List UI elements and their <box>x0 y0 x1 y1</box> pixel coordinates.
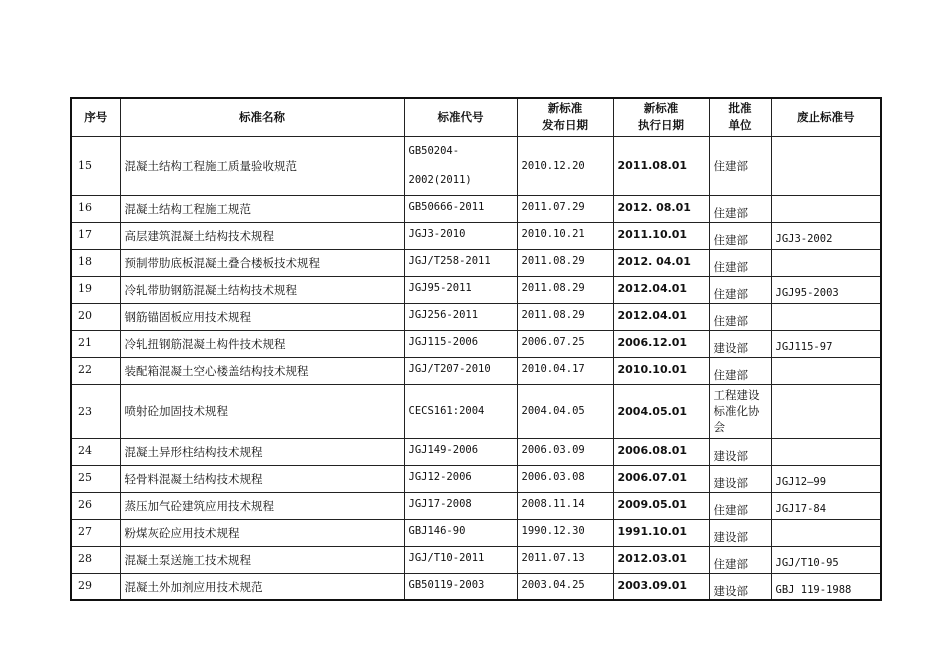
row-number: 29 <box>71 573 120 600</box>
standard-name: 混凝土结构工程施工规范 <box>120 195 404 222</box>
execute-date: 2010.10.01 <box>613 357 709 384</box>
execute-date: 2012. 04.01 <box>613 249 709 276</box>
row-number: 22 <box>71 357 120 384</box>
standard-code-line1: GB50119-2003 <box>408 578 485 591</box>
table-row <box>71 222 881 249</box>
table-body <box>71 136 881 600</box>
standard-code-line1: JGJ256-2011 <box>408 308 479 321</box>
row-number: 18 <box>71 249 120 276</box>
standard-code <box>404 492 517 519</box>
approval-unit: 住建部 <box>709 492 771 519</box>
row-number: 26 <box>71 492 120 519</box>
header-publish-line1: 新标准 <box>547 101 583 116</box>
obsolete-code <box>771 357 881 384</box>
header-execute-line1: 新标准 <box>643 101 679 116</box>
execute-date: 2006.08.01 <box>613 438 709 465</box>
publish-date: 2011.07.29 <box>517 195 613 222</box>
execute-date: 2012. 08.01 <box>613 195 709 222</box>
table-row <box>71 546 881 573</box>
obsolete-code <box>771 136 881 195</box>
approval-unit: 建设部 <box>709 330 771 357</box>
standard-code-line1: GBJ146-90 <box>408 524 466 537</box>
standard-name: 钢筋锚固板应用技术规程 <box>120 303 404 330</box>
approval-unit: 工程建设标准化协会 <box>709 384 771 438</box>
standard-code-line1: JGJ95-2011 <box>408 281 472 294</box>
standard-code <box>404 465 517 492</box>
standard-code <box>404 573 517 600</box>
standard-code-line1: JGJ/T207-2010 <box>408 362 491 375</box>
row-number: 15 <box>71 136 120 195</box>
standard-name: 混凝土泵送施工技术规程 <box>120 546 404 573</box>
row-number: 27 <box>71 519 120 546</box>
table-row <box>71 573 881 600</box>
obsolete-code <box>771 249 881 276</box>
obsolete-code: JGJ115-97 <box>771 330 881 357</box>
approval-unit: 住建部 <box>709 136 771 195</box>
execute-date: 2012.03.01 <box>613 546 709 573</box>
standards-table <box>70 97 882 601</box>
execute-date: 2011.10.01 <box>613 222 709 249</box>
header-code: 标准代号 <box>404 98 517 136</box>
standard-code-line1: JGJ/T10-2011 <box>408 551 485 564</box>
standard-name: 混凝土外加剂应用技术规范 <box>120 573 404 600</box>
header-approval-unit <box>709 98 771 136</box>
table-row <box>71 438 881 465</box>
row-number: 21 <box>71 330 120 357</box>
standard-code-line1: JGJ115-2006 <box>408 335 479 348</box>
approval-unit: 住建部 <box>709 357 771 384</box>
obsolete-code <box>771 195 881 222</box>
publish-date: 1990.12.30 <box>517 519 613 546</box>
standard-code <box>404 384 517 438</box>
obsolete-code: JGJ3-2002 <box>771 222 881 249</box>
standard-code-line1: JGJ17-2008 <box>408 497 472 510</box>
header-no: 序号 <box>71 98 120 136</box>
execute-date: 2011.08.01 <box>613 136 709 195</box>
approval-unit: 建设部 <box>709 438 771 465</box>
publish-date: 2003.04.25 <box>517 573 613 600</box>
standard-name: 混凝土结构工程施工质量验收规范 <box>120 136 404 195</box>
table-row <box>71 276 881 303</box>
publish-date: 2010.04.17 <box>517 357 613 384</box>
standard-code <box>404 303 517 330</box>
execute-date: 2012.04.01 <box>613 303 709 330</box>
publish-date: 2011.07.13 <box>517 546 613 573</box>
publish-date: 2011.08.29 <box>517 249 613 276</box>
standard-name: 装配箱混凝土空心楼盖结构技术规程 <box>120 357 404 384</box>
obsolete-code: JGJ/T10-95 <box>771 546 881 573</box>
publish-date: 2006.07.25 <box>517 330 613 357</box>
standard-code-line2: 2002(2011) <box>408 173 472 186</box>
table-row <box>71 357 881 384</box>
header-obsolete-code: 废止标准号 <box>771 98 881 136</box>
standard-code <box>404 330 517 357</box>
publish-date: 2011.08.29 <box>517 276 613 303</box>
standard-name: 粉煤灰砼应用技术规程 <box>120 519 404 546</box>
standard-code <box>404 546 517 573</box>
row-number: 24 <box>71 438 120 465</box>
obsolete-code <box>771 438 881 465</box>
approval-unit: 住建部 <box>709 195 771 222</box>
row-number: 20 <box>71 303 120 330</box>
row-number: 17 <box>71 222 120 249</box>
execute-date: 2009.05.01 <box>613 492 709 519</box>
standard-code <box>404 276 517 303</box>
execute-date: 1991.10.01 <box>613 519 709 546</box>
table-row <box>71 249 881 276</box>
table-row <box>71 519 881 546</box>
standard-name: 高层建筑混凝土结构技术规程 <box>120 222 404 249</box>
standard-code-line1: GB50204- <box>408 144 460 157</box>
header-execute-date <box>613 98 709 136</box>
approval-unit: 建设部 <box>709 519 771 546</box>
approval-unit: 住建部 <box>709 546 771 573</box>
obsolete-code: JGJ95-2003 <box>771 276 881 303</box>
obsolete-code <box>771 519 881 546</box>
standard-code-line1: JGJ149-2006 <box>408 443 479 456</box>
header-execute-line2: 执行日期 <box>638 118 684 133</box>
header-name: 标准名称 <box>120 98 404 136</box>
standard-code <box>404 249 517 276</box>
standard-code <box>404 519 517 546</box>
approval-unit: 建设部 <box>709 573 771 600</box>
standard-code <box>404 222 517 249</box>
standard-code <box>404 136 517 195</box>
standard-code-line1: CECS161:2004 <box>408 404 485 417</box>
standard-name: 蒸压加气砼建筑应用技术规程 <box>120 492 404 519</box>
row-number: 25 <box>71 465 120 492</box>
table-row <box>71 195 881 222</box>
table-row <box>71 384 881 438</box>
standard-name: 混凝土异形柱结构技术规程 <box>120 438 404 465</box>
header-publish-line2: 发布日期 <box>542 118 588 133</box>
approval-unit: 建设部 <box>709 465 771 492</box>
table-row <box>71 465 881 492</box>
standard-code-line1: JGJ/T258-2011 <box>408 254 491 267</box>
execute-date: 2004.05.01 <box>613 384 709 438</box>
header-publish-date <box>517 98 613 136</box>
approval-unit: 住建部 <box>709 249 771 276</box>
row-number: 23 <box>71 384 120 438</box>
approval-unit: 住建部 <box>709 303 771 330</box>
standard-code <box>404 357 517 384</box>
approval-unit: 住建部 <box>709 276 771 303</box>
header-unit-line2: 单位 <box>728 118 752 133</box>
table-row <box>71 492 881 519</box>
standard-code-line1: JGJ12-2006 <box>408 470 472 483</box>
publish-date: 2006.03.08 <box>517 465 613 492</box>
publish-date: 2011.08.29 <box>517 303 613 330</box>
obsolete-code: JGJ12—99 <box>771 465 881 492</box>
standard-code-line1: JGJ3-2010 <box>408 227 466 240</box>
standard-name: 轻骨料混凝土结构技术规程 <box>120 465 404 492</box>
approval-unit: 住建部 <box>709 222 771 249</box>
execute-date: 2012.04.01 <box>613 276 709 303</box>
standard-name: 冷轧带肋钢筋混凝土结构技术规程 <box>120 276 404 303</box>
standard-code <box>404 438 517 465</box>
publish-date: 2008.11.14 <box>517 492 613 519</box>
publish-date: 2010.12.20 <box>517 136 613 195</box>
row-number: 16 <box>71 195 120 222</box>
row-number: 19 <box>71 276 120 303</box>
table-header-row <box>71 98 881 136</box>
header-unit-line1: 批准 <box>728 101 752 116</box>
standard-code <box>404 195 517 222</box>
execute-date: 2006.07.01 <box>613 465 709 492</box>
table-row <box>71 303 881 330</box>
row-number: 28 <box>71 546 120 573</box>
obsolete-code: JGJ17-84 <box>771 492 881 519</box>
execute-date: 2003.09.01 <box>613 573 709 600</box>
table-row <box>71 330 881 357</box>
standard-code-line1: GB50666-2011 <box>408 200 485 213</box>
execute-date: 2006.12.01 <box>613 330 709 357</box>
table-row <box>71 136 881 195</box>
obsolete-code <box>771 384 881 438</box>
standard-name: 喷射砼加固技术规程 <box>120 384 404 438</box>
obsolete-code: GBJ 119-1988 <box>771 573 881 600</box>
publish-date: 2010.10.21 <box>517 222 613 249</box>
publish-date: 2004.04.05 <box>517 384 613 438</box>
publish-date: 2006.03.09 <box>517 438 613 465</box>
standard-name: 冷轧扭钢筋混凝土构件技术规程 <box>120 330 404 357</box>
obsolete-code <box>771 303 881 330</box>
standard-name: 预制带肋底板混凝土叠合楼板技术规程 <box>120 249 404 276</box>
